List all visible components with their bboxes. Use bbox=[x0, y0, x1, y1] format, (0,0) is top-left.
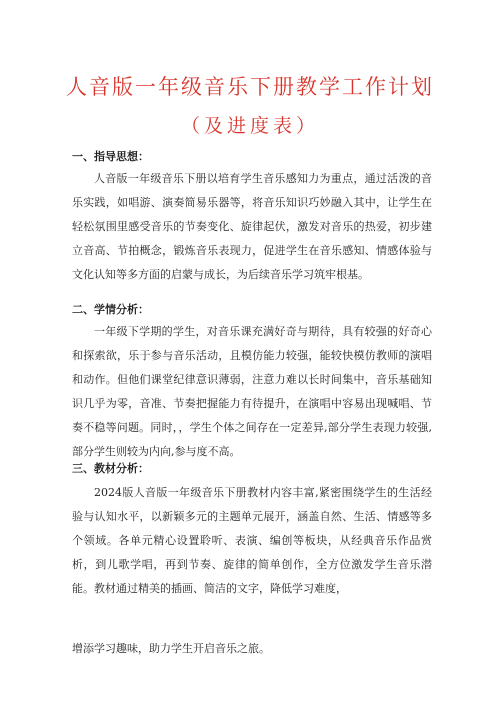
section-body-textbook-analysis: 2024版人音版一年级音乐下册教材内容丰富,紧密围绕学生的生活经验与认知水平，以新颖多元的主题单元展开，涵盖自然、生活、情感等多个领域。各单元精心设置聆听、表演、编创等板块，从经典音乐作品赏析，到儿歌学唱，再到节奏、旋律的简单创作，全方位激发学生音乐潜能。教材通过精美的插画、简洁的文字，降低学习难度， bbox=[72, 486, 432, 595]
section-heading-student-analysis: 二、学情分析： bbox=[72, 303, 149, 316]
section-heading-guiding-ideology: 一、指导思想： bbox=[72, 150, 149, 163]
section-body-guiding-ideology: 人音版一年级音乐下册以培育学生音乐感知力为重点，通过活泼的音乐实践，如唱游、演奏简易乐器等，将音乐知识巧妙融入其中，让学生在轻松氛围里感受音乐的节奏变化、旋律起伏，激发对音乐的热爱，初步建立音高、节拍概念，锻炼音乐表现力，促进学生在音乐感知、情感体验与文化认知等多方面的启蒙与成长，为后续音乐学习筑牢根基。 bbox=[72, 172, 432, 281]
section-heading-textbook-analysis: 三、教材分析： bbox=[72, 462, 149, 475]
section-body-student-analysis: 一年级下学期的学生，对音乐课充满好奇与期待，具有较强的好奇心和探索欲，乐于参与音乐活动，且模仿能力较强，能较快模仿教师的演唱和动作。但他们课堂纪律意识薄弱，注意力难以长时间集中，音乐基础知识几乎为零，音准、节奏把握能力有待提升，在演唱中容易出现喊唱、节奏不稳等问题。同时，，学生个体之间存在一定差异,部分学生表现力较强,部分学生则较为内向,参与度不高。 bbox=[72, 325, 432, 458]
section-body-textbook-analysis-tail: 增添学习趣味，助力学生开启音乐之旅。 bbox=[72, 642, 270, 655]
document-subtitle: （及进度表） bbox=[180, 115, 319, 137]
document-title: 人音版一年级音乐下册教学工作计划 bbox=[66, 75, 434, 99]
